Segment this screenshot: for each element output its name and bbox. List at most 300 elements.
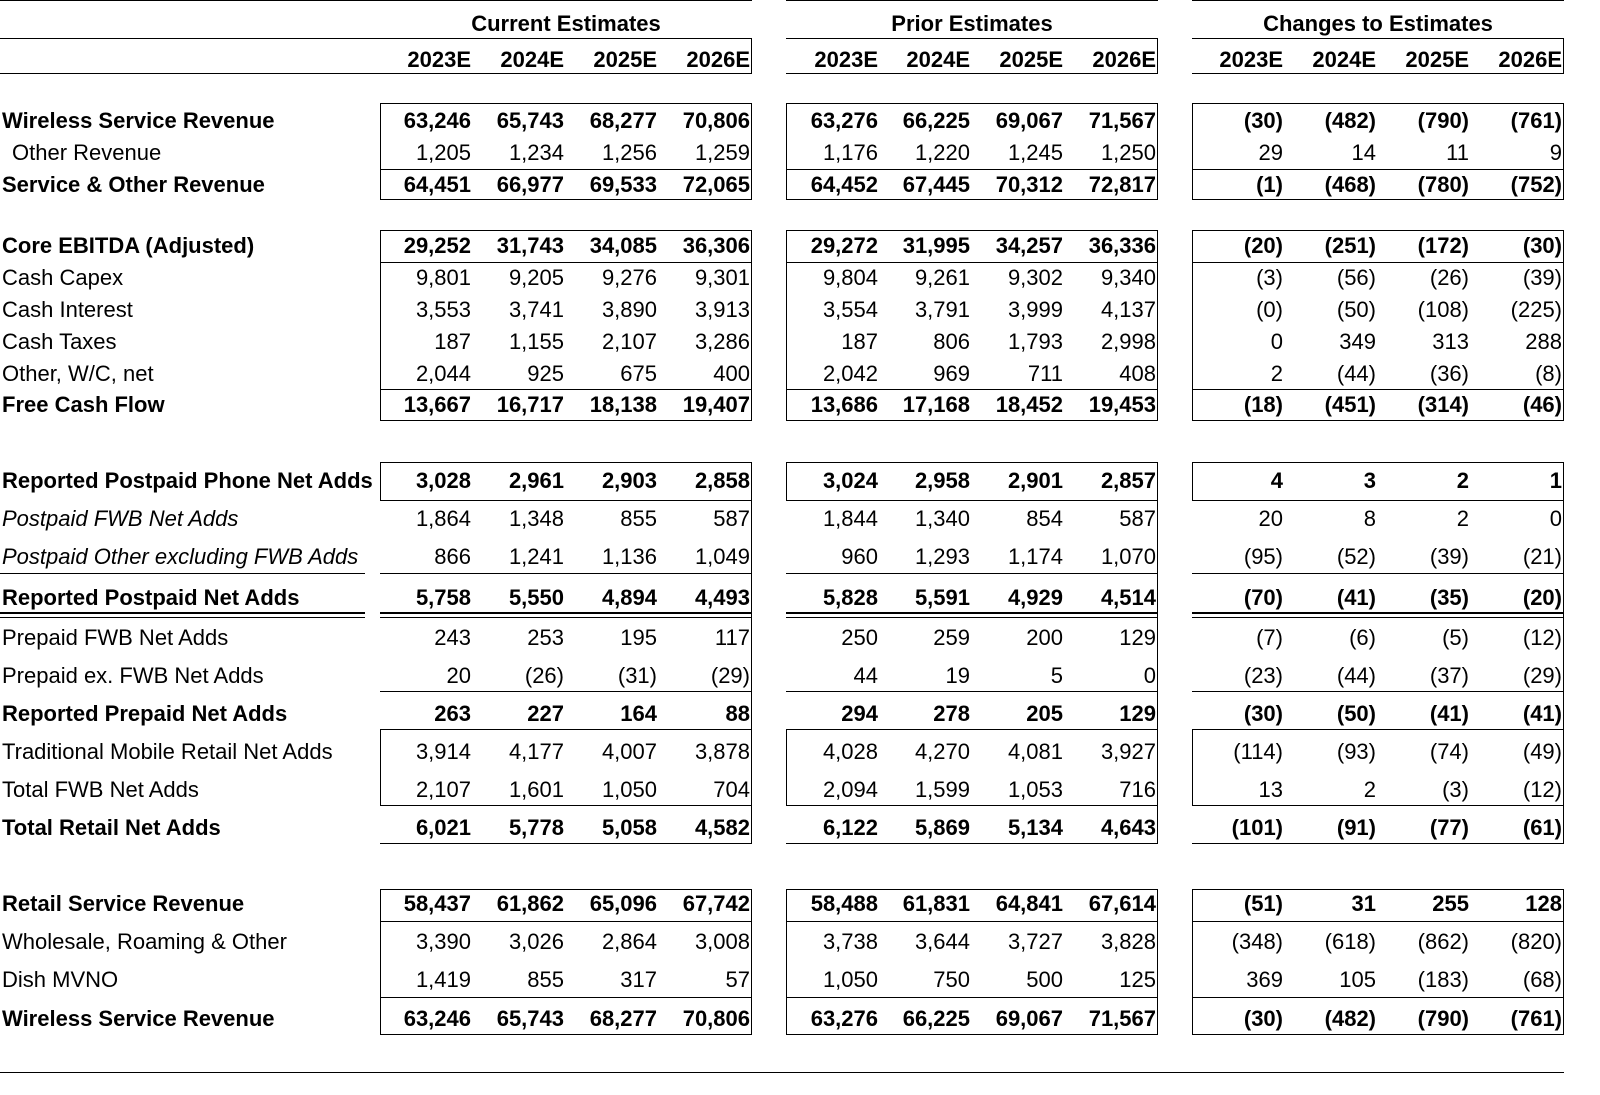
group-header: Current Estimates	[471, 11, 661, 36]
value-cell: 4,514	[1100, 585, 1156, 610]
value-cell: (618)	[1324, 929, 1376, 954]
value-cell: 1,070	[1100, 544, 1156, 569]
value-cell: 9,261	[914, 265, 970, 290]
value-cell: 3,913	[694, 297, 750, 322]
year-header: 2025E	[1405, 47, 1469, 72]
value-cell: 3,791	[914, 297, 970, 322]
rule-line	[1192, 0, 1564, 1]
value-cell: 253	[527, 625, 564, 650]
rule-line	[786, 73, 1158, 74]
row-label: Service & Other Revenue	[2, 172, 265, 197]
border-line	[1157, 103, 1158, 199]
border-line	[751, 38, 752, 73]
border-line	[1563, 889, 1564, 1034]
value-cell: 5,778	[508, 815, 564, 840]
rule-line	[786, 729, 1158, 730]
value-cell: 4,582	[694, 815, 750, 840]
value-cell: 70,806	[682, 1006, 750, 1031]
value-cell: 4,894	[601, 585, 657, 610]
value-cell: 57	[725, 967, 750, 992]
rule-line	[380, 169, 752, 170]
value-cell: 31,995	[902, 233, 970, 258]
rule-line	[0, 573, 365, 574]
value-cell: 9,340	[1100, 265, 1156, 290]
row-label: Retail Service Revenue	[2, 891, 245, 916]
value-cell: (39)	[1522, 265, 1562, 290]
year-header: 2024E	[500, 47, 564, 72]
rule-line	[1192, 617, 1564, 618]
row-label: Reported Prepaid Net Adds	[2, 701, 288, 726]
value-cell: (77)	[1429, 815, 1469, 840]
value-cell: 36,306	[682, 233, 750, 258]
value-cell: 4,493	[694, 585, 750, 610]
rule-line	[380, 1034, 752, 1035]
border-line	[786, 103, 787, 199]
border-line	[1192, 462, 1193, 500]
rule-line	[0, 38, 752, 39]
rule-line	[380, 805, 752, 806]
value-cell: 1,864	[415, 506, 471, 531]
value-cell: 68,277	[589, 108, 657, 133]
value-cell: (21)	[1522, 544, 1562, 569]
rule-line	[1192, 103, 1564, 104]
rule-line	[380, 262, 752, 263]
value-cell: 19	[945, 663, 970, 688]
value-cell: (50)	[1336, 297, 1376, 322]
value-cell: 64,451	[403, 172, 471, 197]
value-cell: (50)	[1336, 701, 1376, 726]
value-cell: (95)	[1243, 544, 1283, 569]
rule-line	[0, 612, 365, 614]
border-line	[1192, 889, 1193, 1034]
value-cell: 313	[1432, 329, 1469, 354]
year-header: 2023E	[814, 47, 878, 72]
value-cell: 18,452	[995, 392, 1063, 417]
value-cell: 369	[1246, 967, 1283, 992]
rule-line	[786, 500, 1158, 501]
value-cell: 1,793	[1007, 329, 1063, 354]
value-cell: 1,155	[508, 329, 564, 354]
value-cell: 63,276	[810, 1006, 878, 1031]
value-cell: 4,137	[1100, 297, 1156, 322]
value-cell: 129	[1119, 701, 1156, 726]
value-cell: 243	[434, 625, 471, 650]
value-cell: 278	[933, 701, 970, 726]
value-cell: 65,743	[496, 1006, 564, 1031]
value-cell: (74)	[1429, 739, 1469, 764]
value-cell: 1,049	[694, 544, 750, 569]
value-cell: 3,890	[601, 297, 657, 322]
value-cell: 2	[1456, 506, 1469, 531]
value-cell: 105	[1339, 967, 1376, 992]
value-cell: (30)	[1522, 233, 1562, 258]
value-cell: 317	[620, 967, 657, 992]
value-cell: 5,591	[914, 585, 970, 610]
border-line	[1157, 462, 1158, 843]
value-cell: (49)	[1522, 739, 1562, 764]
rule-line	[380, 389, 752, 390]
value-cell: 2,857	[1100, 468, 1156, 493]
value-cell: 61,831	[902, 891, 970, 916]
value-cell: (30)	[1243, 1006, 1283, 1031]
value-cell: 969	[933, 361, 970, 386]
rule-line	[1192, 500, 1564, 501]
value-cell: 5,550	[508, 585, 564, 610]
value-cell: 18,138	[589, 392, 657, 417]
value-cell: (761)	[1510, 108, 1562, 133]
value-cell: 4,028	[822, 739, 878, 764]
value-cell: 2,864	[601, 929, 657, 954]
rule-line	[1192, 729, 1564, 730]
value-cell: 1,844	[822, 506, 878, 531]
border-line	[751, 103, 752, 199]
row-label: Total FWB Net Adds	[2, 777, 199, 802]
row-label: Wireless Service Revenue	[2, 108, 275, 133]
value-cell: (348)	[1231, 929, 1283, 954]
row-label: Cash Interest	[2, 297, 133, 322]
border-line	[380, 889, 381, 1034]
rule-line	[1192, 462, 1564, 463]
value-cell: 71,567	[1088, 108, 1156, 133]
row-label: Other, W/C, net	[2, 361, 154, 386]
border-line	[786, 230, 787, 420]
value-cell: (51)	[1243, 891, 1283, 916]
value-cell: 9,302	[1007, 265, 1063, 290]
value-cell: 64,841	[995, 891, 1063, 916]
value-cell: 1,220	[914, 140, 970, 165]
rule-line	[380, 617, 752, 618]
value-cell: 1,136	[601, 544, 657, 569]
value-cell: 1,293	[914, 544, 970, 569]
value-cell: 2,107	[415, 777, 471, 802]
row-label: Reported Postpaid Net Adds	[2, 585, 300, 610]
value-cell: 1,245	[1007, 140, 1063, 165]
value-cell: 205	[1026, 701, 1063, 726]
rule-line	[1192, 805, 1564, 806]
value-cell: 19,407	[682, 392, 750, 417]
value-cell: (3)	[1256, 265, 1283, 290]
border-line	[786, 889, 787, 1034]
value-cell: (41)	[1429, 701, 1469, 726]
year-header: 2023E	[1219, 47, 1283, 72]
value-cell: 66,225	[902, 108, 970, 133]
value-cell: (35)	[1429, 585, 1469, 610]
value-cell: (12)	[1522, 625, 1562, 650]
border-line	[1563, 103, 1564, 199]
value-cell: (18)	[1243, 392, 1283, 417]
value-cell: 16,717	[496, 392, 564, 417]
value-cell: 3,727	[1007, 929, 1063, 954]
year-header: 2026E	[686, 47, 750, 72]
rule-line	[380, 729, 752, 730]
value-cell: (7)	[1256, 625, 1283, 650]
value-cell: 3,028	[415, 468, 471, 493]
value-cell: (30)	[1243, 108, 1283, 133]
value-cell: 67,614	[1088, 891, 1156, 916]
value-cell: 36,336	[1088, 233, 1156, 258]
value-cell: 2,958	[914, 468, 970, 493]
border-line	[1563, 230, 1564, 420]
value-cell: 1,348	[508, 506, 564, 531]
value-cell: 34,085	[589, 233, 657, 258]
value-cell: 1,050	[601, 777, 657, 802]
value-cell: (44)	[1336, 663, 1376, 688]
value-cell: 129	[1119, 625, 1156, 650]
value-cell: (752)	[1510, 172, 1562, 197]
rule-line	[786, 921, 1158, 922]
value-cell: 65,743	[496, 108, 564, 133]
rule-line	[786, 612, 1158, 614]
rule-line	[786, 169, 1158, 170]
rule-line	[0, 73, 752, 74]
value-cell: (26)	[524, 663, 564, 688]
value-cell: 3	[1363, 468, 1376, 493]
value-cell: 6,122	[822, 815, 878, 840]
rule-line	[1192, 199, 1564, 200]
value-cell: 2,042	[822, 361, 878, 386]
value-cell: 63,276	[810, 108, 878, 133]
rule-line	[1192, 612, 1564, 614]
value-cell: 2,107	[601, 329, 657, 354]
value-cell: 14	[1351, 140, 1376, 165]
value-cell: (29)	[710, 663, 750, 688]
value-cell: 8	[1363, 506, 1376, 531]
value-cell: 9,801	[415, 265, 471, 290]
value-cell: 4,177	[508, 739, 564, 764]
value-cell: 1,419	[415, 967, 471, 992]
value-cell: 2,903	[601, 468, 657, 493]
rule-line	[786, 420, 1158, 421]
value-cell: 587	[713, 506, 750, 531]
value-cell: 2	[1456, 468, 1469, 493]
value-cell: 65,096	[589, 891, 657, 916]
value-cell: 5	[1050, 663, 1063, 688]
value-cell: 11	[1446, 140, 1469, 165]
value-cell: 1,340	[914, 506, 970, 531]
rule-line	[1192, 573, 1564, 574]
value-cell: (5)	[1442, 625, 1469, 650]
rule-line	[380, 420, 752, 421]
row-label: Cash Capex	[2, 265, 124, 290]
value-cell: 29	[1258, 140, 1283, 165]
value-cell: 69,533	[589, 172, 657, 197]
border-line	[1157, 889, 1158, 1034]
year-header: 2025E	[999, 47, 1063, 72]
value-cell: (108)	[1417, 297, 1469, 322]
rule-line	[786, 262, 1158, 263]
value-cell: (761)	[1510, 1006, 1562, 1031]
value-cell: 63,246	[403, 108, 471, 133]
value-cell: 866	[434, 544, 471, 569]
value-cell: 1,250	[1100, 140, 1156, 165]
value-cell: (29)	[1522, 663, 1562, 688]
value-cell: 3,024	[822, 468, 878, 493]
value-cell: 58,437	[403, 891, 471, 916]
value-cell: 400	[713, 361, 750, 386]
value-cell: 9,276	[601, 265, 657, 290]
value-cell: 855	[527, 967, 564, 992]
value-cell: 4,643	[1100, 815, 1156, 840]
year-header: 2025E	[593, 47, 657, 72]
rule-line	[1192, 691, 1564, 692]
rule-line	[1192, 389, 1564, 390]
value-cell: 3,286	[694, 329, 750, 354]
value-cell: (20)	[1243, 233, 1283, 258]
value-cell: 64,452	[810, 172, 878, 197]
value-cell: 349	[1339, 329, 1376, 354]
rule-line	[786, 573, 1158, 574]
year-header: 2023E	[407, 47, 471, 72]
value-cell: 125	[1119, 967, 1156, 992]
value-cell: (172)	[1417, 233, 1469, 258]
value-cell: 4,270	[914, 739, 970, 764]
rule-line	[786, 389, 1158, 390]
rule-line	[786, 617, 1158, 618]
value-cell: (70)	[1243, 585, 1283, 610]
rule-line	[786, 103, 1158, 104]
rule-line	[786, 997, 1158, 998]
border-line	[786, 729, 787, 805]
value-cell: 9,301	[694, 265, 750, 290]
value-cell: 1,259	[694, 140, 750, 165]
value-cell: 806	[933, 329, 970, 354]
value-cell: 1,176	[822, 140, 878, 165]
value-cell: 587	[1119, 506, 1156, 531]
value-cell: (482)	[1324, 1006, 1376, 1031]
rule-line	[380, 573, 752, 574]
value-cell: (93)	[1336, 739, 1376, 764]
value-cell: 1,599	[914, 777, 970, 802]
value-cell: (41)	[1522, 701, 1562, 726]
year-header: 2026E	[1498, 47, 1562, 72]
value-cell: 4,081	[1007, 739, 1063, 764]
value-cell: 63,246	[403, 1006, 471, 1031]
value-cell: 4,007	[601, 739, 657, 764]
value-cell: 3,738	[822, 929, 878, 954]
value-cell: 29,272	[810, 233, 878, 258]
value-cell: (790)	[1417, 108, 1469, 133]
rule-line	[380, 500, 752, 501]
value-cell: (114)	[1233, 739, 1283, 764]
value-cell: 854	[1026, 506, 1063, 531]
value-cell: 29,252	[403, 233, 471, 258]
value-cell: 3,741	[508, 297, 564, 322]
rule-line	[786, 38, 1158, 39]
border-line	[380, 230, 381, 420]
row-label: Traditional Mobile Retail Net Adds	[2, 739, 333, 764]
rule-line	[786, 0, 1158, 1]
value-cell: (251)	[1324, 233, 1376, 258]
year-header: 2026E	[1092, 47, 1156, 72]
value-cell: 5,134	[1007, 815, 1063, 840]
value-cell: 3,390	[415, 929, 471, 954]
row-label: Prepaid FWB Net Adds	[2, 625, 229, 650]
border-line	[1157, 38, 1158, 73]
value-cell: 128	[1525, 891, 1562, 916]
value-cell: 17,168	[902, 392, 970, 417]
value-cell: 288	[1525, 329, 1562, 354]
rule-line	[1192, 262, 1564, 263]
value-cell: 187	[841, 329, 878, 354]
row-label: Core EBITDA (Adjusted)	[2, 233, 255, 258]
value-cell: 68,277	[589, 1006, 657, 1031]
row-label: Dish MVNO	[2, 967, 119, 992]
value-cell: 67,445	[902, 172, 970, 197]
value-cell: 960	[841, 544, 878, 569]
value-cell: 3,553	[415, 297, 471, 322]
value-cell: (52)	[1336, 544, 1376, 569]
row-label: Postpaid FWB Net Adds	[2, 506, 239, 531]
value-cell: 675	[620, 361, 657, 386]
value-cell: (314)	[1417, 392, 1469, 417]
value-cell: (780)	[1417, 172, 1469, 197]
border-line	[1157, 230, 1158, 420]
value-cell: 3,927	[1100, 739, 1156, 764]
value-cell: 13	[1258, 777, 1283, 802]
value-cell: 3,878	[694, 739, 750, 764]
row-label: Cash Taxes	[2, 329, 117, 354]
rule-line	[1192, 1034, 1564, 1035]
value-cell: (26)	[1429, 265, 1469, 290]
value-cell: (1)	[1256, 172, 1283, 197]
value-cell: 2,901	[1007, 468, 1063, 493]
value-cell: 259	[933, 625, 970, 650]
rule-line	[1192, 73, 1564, 74]
value-cell: 70,312	[995, 172, 1063, 197]
value-cell: 69,067	[995, 1006, 1063, 1031]
value-cell: 164	[620, 701, 657, 726]
row-label: Prepaid ex. FWB Net Adds	[2, 663, 264, 688]
border-line	[751, 462, 752, 843]
value-cell: 1,234	[508, 140, 564, 165]
row-label: Wholesale, Roaming & Other	[2, 929, 287, 954]
rule-line	[1192, 997, 1564, 998]
value-cell: (12)	[1522, 777, 1562, 802]
value-cell: 925	[527, 361, 564, 386]
value-cell: 69,067	[995, 108, 1063, 133]
value-cell: 263	[434, 701, 471, 726]
value-cell: 2,961	[508, 468, 564, 493]
value-cell: 2,044	[415, 361, 471, 386]
value-cell: (91)	[1336, 815, 1376, 840]
value-cell: 2	[1363, 777, 1376, 802]
value-cell: (101)	[1231, 815, 1283, 840]
value-cell: 31	[1351, 891, 1376, 916]
value-cell: 4	[1270, 468, 1283, 493]
value-cell: (44)	[1336, 361, 1376, 386]
value-cell: (8)	[1535, 361, 1562, 386]
value-cell: 66,977	[496, 172, 564, 197]
border-line	[1192, 230, 1193, 420]
value-cell: (20)	[1522, 585, 1562, 610]
rule-line	[380, 843, 752, 844]
value-cell: 5,058	[601, 815, 657, 840]
value-cell: 3,554	[822, 297, 878, 322]
value-cell: 0	[1143, 663, 1156, 688]
value-cell: (61)	[1522, 815, 1562, 840]
value-cell: 44	[853, 663, 878, 688]
value-cell: 20	[1258, 506, 1283, 531]
value-cell: (0)	[1256, 297, 1283, 322]
border-line	[786, 462, 787, 500]
rule-line	[1192, 843, 1564, 844]
value-cell: 5,869	[914, 815, 970, 840]
row-label: Reported Postpaid Phone Net Adds	[2, 468, 373, 493]
rule-line	[786, 843, 1158, 844]
value-cell: 750	[933, 967, 970, 992]
row-label: Free Cash Flow	[2, 392, 165, 417]
value-cell: 1,241	[508, 544, 564, 569]
